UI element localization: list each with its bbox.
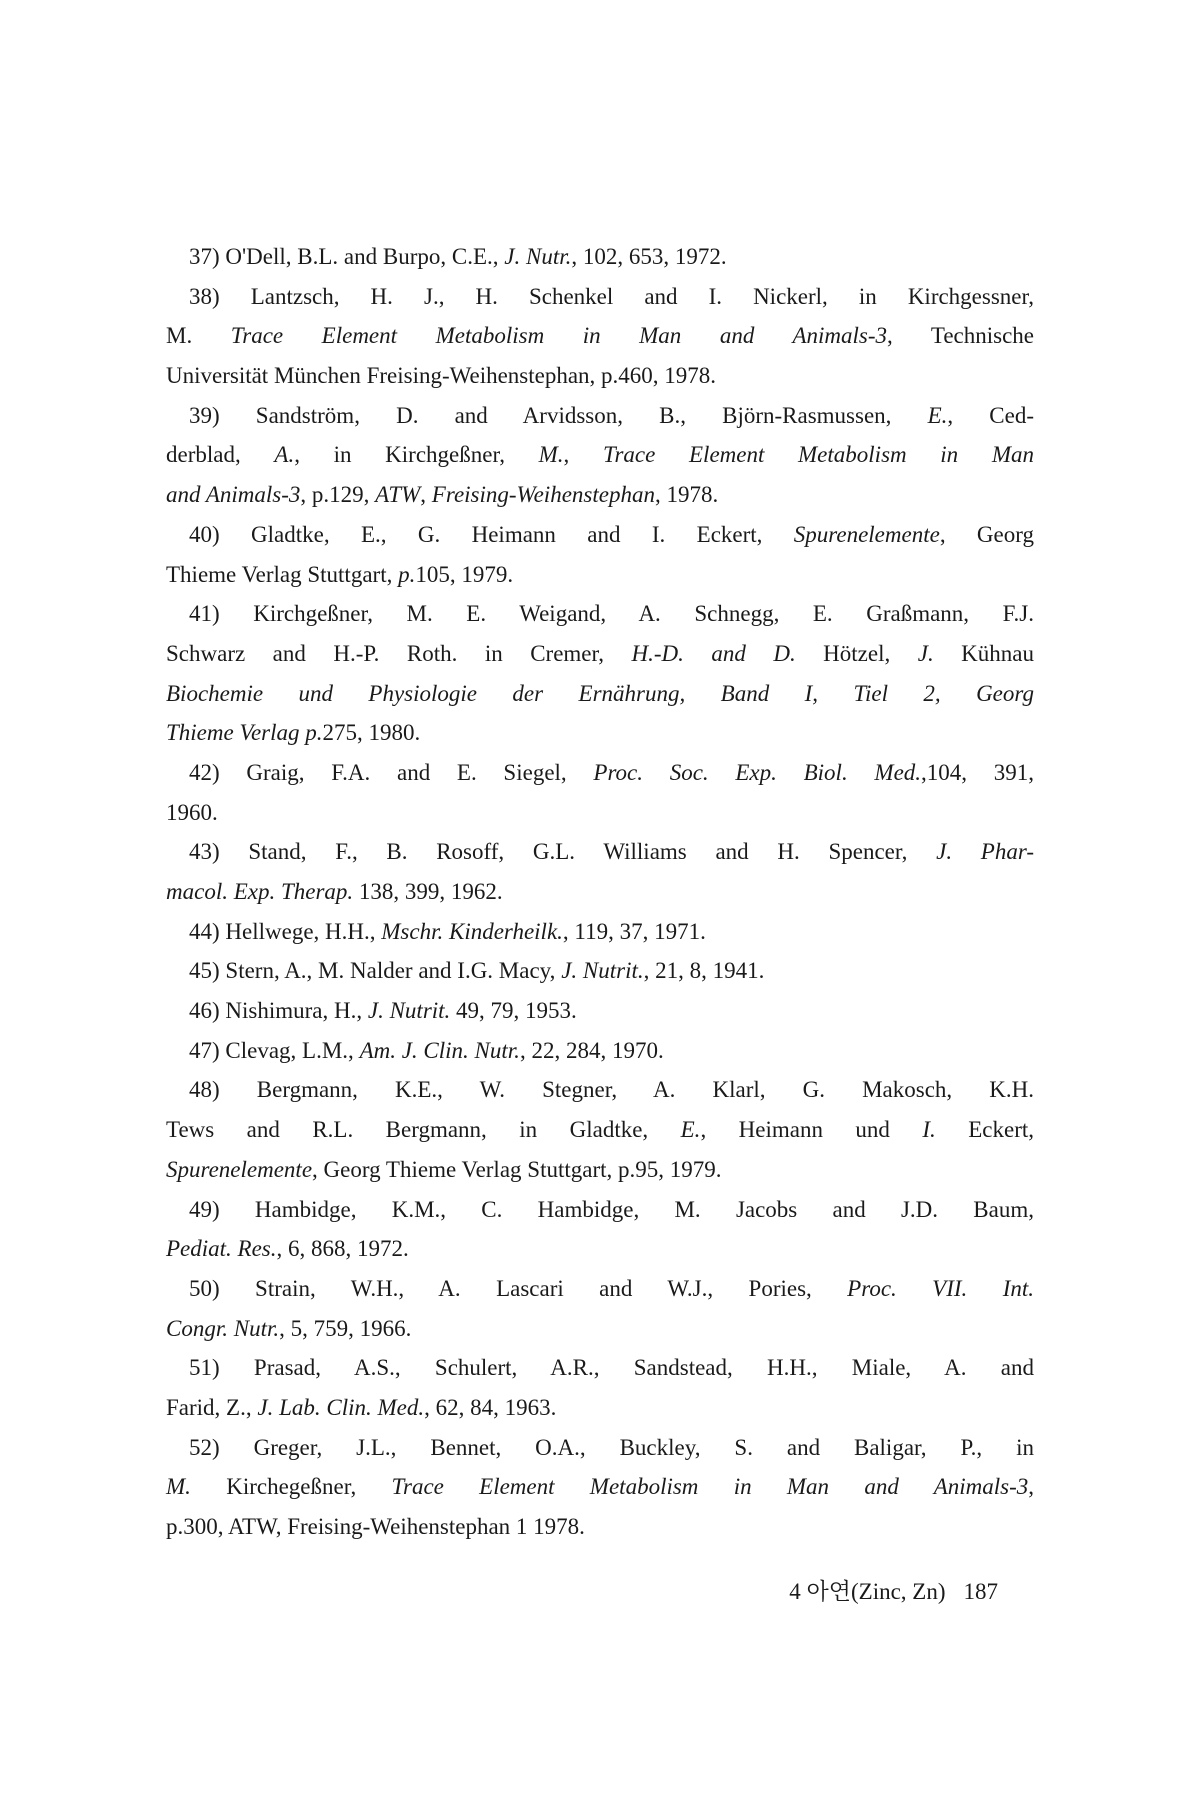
reference-line [166, 951, 1034, 991]
citation-text: , 119, 37, 1971. [562, 918, 706, 944]
reference-line [166, 277, 1034, 317]
italic-citation-text: M. [538, 442, 564, 468]
citation-text: , 6, 868, 1972. [276, 1236, 409, 1262]
italic-citation-text: J. Lab. Clin. Med. [257, 1394, 425, 1420]
italic-citation-text: ATW [375, 482, 421, 508]
reference-line [166, 594, 1034, 634]
citation-text: , [420, 482, 432, 508]
citation-text: 42) Graig, F.A. and E. Siegel, [189, 759, 594, 785]
citation-text: 51) Prasad, A.S., Schulert, A.R., Sandstead, H.H., Miale, A. and [189, 1355, 1034, 1381]
reference-line [166, 356, 1034, 396]
citation-text: 49, 79, 1953. [450, 998, 577, 1024]
reference-line [166, 872, 1034, 912]
italic-citation-text: Biochemie und Physiologie der Ernährung, Band I, Tiel 2, Georg [166, 680, 1034, 706]
citation-text: , 5, 759, 1966. [279, 1315, 412, 1341]
citation-text: Eckert, [935, 1117, 1034, 1143]
italic-citation-text: Spurenelemente [793, 521, 940, 547]
reference-line [166, 674, 1034, 714]
italic-citation-text: p. [398, 561, 416, 587]
italic-citation-text: Am. J. Clin. Nutr. [359, 1037, 520, 1063]
citation-text: , 22, 284, 1970. [519, 1037, 664, 1063]
citation-text: 1960. [166, 799, 218, 825]
citation-text: 39) Sandström, D. and Arvidsson, B., Björn-Rasmussen, [189, 402, 928, 428]
citation-text: 48) Bergmann, K.E., W. Stegner, A. Klarl, G. Makosch, K.H. [189, 1077, 1034, 1103]
italic-citation-text: J. Nutrit. [561, 958, 644, 984]
citation-text: 105, 1979. [415, 561, 514, 587]
reference-line [166, 1467, 1034, 1507]
citation-text: Schwarz and H.-P. Roth. in Cremer, [166, 640, 632, 666]
reference-line [166, 316, 1034, 356]
citation-text: M. [166, 323, 231, 349]
citation-text: 47) Clevag, L.M., [189, 1037, 360, 1063]
citation-text: , Georg [939, 521, 1034, 547]
reference-line [166, 1507, 1034, 1547]
italic-citation-text: Freising-Weihenstephan [431, 482, 655, 508]
italic-citation-text: and Animals-3 [166, 482, 301, 508]
running-title: 4 아연(Zinc, Zn) [789, 1579, 946, 1604]
citation-text: Kirchegeßner, [190, 1474, 392, 1500]
citation-text: , in Kirchgeßner, [294, 442, 539, 468]
citation-text: 52) Greger, J.L., Bennet, O.A., Buckley, S. and Baligar, P., in [189, 1434, 1034, 1460]
italic-citation-text: J. Nutrit. [367, 998, 451, 1024]
reference-line [166, 1428, 1034, 1468]
reference-line [166, 912, 1034, 952]
citation-text: 44) Hellwege, H.H., [189, 918, 382, 944]
reference-line [166, 634, 1034, 674]
italic-citation-text: A. [274, 442, 295, 468]
citation-text: p.300, ATW, Freising-Weihenstephan 1 1978. [166, 1514, 585, 1539]
italic-citation-text: Trace Element Metabolism in Man and Animals-3 [230, 323, 888, 349]
italic-citation-text: Proc. Soc. Exp. Biol. Med. [593, 759, 922, 785]
citation-text: Thieme Verlag Stuttgart, [166, 561, 399, 587]
citation-text: Farid, Z., [166, 1394, 258, 1420]
reference-line [166, 515, 1034, 555]
italic-citation-text: J. Phar- [936, 839, 1034, 865]
citation-text: ,104, 391, [921, 759, 1034, 785]
reference-line [166, 991, 1034, 1031]
citation-text: 49) Hambidge, K.M., C. Hambidge, M. Jacobs and J.D. Baum, [189, 1196, 1034, 1222]
reference-line [166, 475, 1034, 515]
reference-line [166, 832, 1034, 872]
citation-text: 41) Kirchgeßner, M. E. Weigand, A. Schnegg, E. Graßmann, F.J. [189, 601, 1034, 627]
reference-list [166, 237, 1034, 1547]
citation-text: Hötzel, [795, 640, 918, 666]
citation-text: Kühnau [933, 640, 1035, 666]
reference-line [166, 753, 1034, 793]
citation-text: 275, 1980. [322, 720, 421, 746]
italic-citation-text: macol. Exp. Therap. [166, 879, 354, 904]
citation-text: , 102, 653, 1972. [571, 244, 727, 269]
reference-line [166, 1150, 1034, 1190]
citation-text: , 1978. [654, 482, 719, 508]
citation-text: 43) Stand, F., B. Rosoff, G.L. Williams and H. Spencer, [189, 839, 937, 865]
citation-text: 46) Nishimura, H., [189, 998, 368, 1024]
reference-line [166, 793, 1034, 833]
reference-line [166, 1348, 1034, 1388]
citation-text: , [563, 442, 603, 468]
italic-citation-text: I. [922, 1117, 936, 1143]
italic-citation-text: Mschr. Kinderheilk. [381, 918, 563, 944]
italic-citation-text: J. [917, 640, 934, 666]
citation-text: , Technische [887, 323, 1035, 349]
citation-text: , p.129, [300, 482, 376, 508]
page-number: 187 [963, 1579, 998, 1604]
citation-text: , Heimann und [700, 1117, 923, 1143]
reference-line [166, 396, 1034, 436]
italic-citation-text: M. [166, 1474, 191, 1500]
citation-text: 40) Gladtke, E., G. Heimann and I. Eckert, [189, 521, 794, 547]
reference-line [166, 435, 1034, 475]
reference-line [166, 1229, 1034, 1269]
reference-line [166, 1309, 1034, 1349]
citation-text: 45) Stern, A., M. Nalder and I.G. Macy, [189, 958, 562, 984]
italic-citation-text: E. [927, 402, 948, 428]
reference-line [166, 1388, 1034, 1428]
page-footer [789, 1574, 998, 1610]
citation-text: 38) Lantzsch, H. J., H. Schenkel and I. Nickerl, in Kirchgessner, [189, 283, 1034, 309]
citation-text: , Ced- [947, 402, 1034, 428]
italic-citation-text: Trace Element Metabolism in Man [602, 442, 1035, 468]
citation-text: , 62, 84, 1963. [424, 1394, 557, 1420]
citation-text: Tews and R.L. Bergmann, in Gladtke, [166, 1117, 681, 1143]
italic-citation-text: J. Nutr. [504, 244, 572, 269]
reference-line [166, 237, 1034, 277]
citation-text: Universität München Freising-Weihenstephan, p.460, 1978. [166, 363, 717, 389]
citation-text: , [1028, 1474, 1034, 1500]
citation-text: derblad, [166, 442, 275, 468]
italic-citation-text: E. [680, 1117, 701, 1143]
reference-line [166, 1190, 1034, 1230]
italic-citation-text: H.-D. and D. [631, 640, 796, 666]
italic-citation-text: Thieme Verlag p. [166, 720, 323, 746]
citation-text: 138, 399, 1962. [353, 879, 503, 904]
citation-text: , Georg Thieme Verlag Stuttgart, p.95, 1979. [312, 1156, 722, 1182]
citation-text: , 21, 8, 1941. [643, 958, 765, 984]
reference-line [166, 1110, 1034, 1150]
citation-text: 37) O'Dell, B.L. and Burpo, C.E., [189, 244, 505, 269]
reference-line [166, 1269, 1034, 1309]
italic-citation-text: Pediat. Res. [166, 1236, 277, 1262]
reference-line [166, 555, 1034, 595]
reference-line [166, 1070, 1034, 1110]
citation-text: 50) Strain, W.H., A. Lascari and W.J., Pories, [189, 1275, 848, 1301]
italic-citation-text: Congr. Nutr. [166, 1315, 280, 1341]
italic-citation-text: Proc. VII. Int. [847, 1275, 1034, 1301]
reference-line [166, 713, 1034, 753]
reference-line [166, 1031, 1034, 1071]
italic-citation-text: Trace Element Metabolism in Man and Animals-3 [391, 1474, 1029, 1500]
italic-citation-text: Spurenelemente [166, 1156, 313, 1182]
